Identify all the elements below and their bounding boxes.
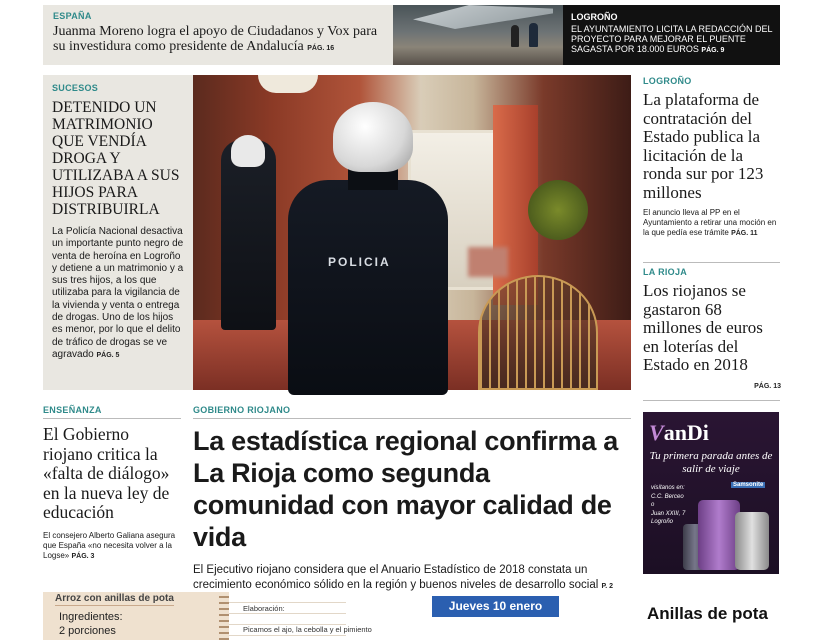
story-headline[interactable]: Los riojanos se gastaron 68 millones de euros en loterías del Estado en 2018 (643, 281, 763, 374)
vandi-logo: VanDi (649, 420, 709, 445)
top-right-teaser[interactable] (393, 5, 780, 65)
vest-text: POLICIA (328, 255, 391, 269)
page-ref: PÁG. 11 (731, 230, 758, 237)
page-ref: PÁG. 9 (701, 47, 725, 54)
section-label: ESPAÑA (53, 11, 92, 21)
logrono-story[interactable] (643, 76, 781, 239)
recipe-box[interactable] (43, 592, 372, 640)
ad-address: visítanos en: C.C. Berceo o Juan XXIII, 7 Logroño (651, 485, 686, 525)
ad-tagline: Tu primera parada antes de salir de viaje (649, 450, 773, 475)
section-label: GOBIERNO RIOJANO (193, 405, 291, 415)
ensenanza-story[interactable] (43, 405, 181, 562)
page-ref: PÁG. 3 (71, 552, 95, 560)
main-headline[interactable]: La estadística regional confirma a La Rioja como segunda comunidad con mayor calidad de vida (193, 426, 618, 552)
divider (193, 418, 631, 419)
section-label: LOGROÑO (571, 12, 618, 22)
story-summary: El anuncio lleva al PP en el Ayuntamiento a retirar una moción en la que pedía ese trámite PÁG. 11 (643, 208, 777, 237)
sucesos-story[interactable] (43, 75, 193, 390)
recipe-title: Arroz con anillas de pota (55, 593, 174, 604)
bridge-photo (393, 5, 563, 65)
page-ref: PÁG. 13 (754, 382, 781, 390)
page-ref: P. 2 (601, 582, 614, 590)
section-label: LOGROÑO (643, 76, 692, 86)
page-ref: PÁG. 5 (96, 351, 120, 359)
story-summary: El consejero Alberto Galiana asegura que España «no necesita volver a la Logse» PÁG. 3 (43, 530, 176, 560)
divider (643, 262, 780, 263)
section-label: SUCESOS (52, 83, 99, 93)
date-badge: Jueves 10 enero (432, 596, 559, 617)
section-label: ENSEÑANZA (43, 405, 102, 415)
anillas-title[interactable]: Anillas de pota (647, 604, 768, 623)
larioja-story[interactable] (643, 267, 781, 390)
vandi-advertisement[interactable] (643, 412, 779, 574)
elaboration-label: Elaboración: (243, 604, 285, 613)
teaser-headline[interactable]: EL AYUNTAMIENTO LICITA LA REDACCIÓN DEL PROYECTO PARA MEJORAR EL PUENTE SAGASTA POR 18.000 EUROS PÁG. 9 (571, 24, 773, 54)
recipe-notebook (229, 592, 372, 640)
ingredients: Ingredientes: 2 porciones (59, 611, 123, 637)
story-headline[interactable]: La plataforma de contratación del Estado publica la licitación de la ronda sur por 123 millones (643, 90, 764, 202)
main-deck: El Ejecutivo riojano considera que el Anuario Estadístico de 2018 constata un crecimiento económico sólido en la región y buenos niveles de desarrollo social P. 2 (193, 564, 614, 591)
suitcase-icon (735, 512, 769, 570)
story-headline[interactable]: DETENIDO UN MATRIMONIO QUE VENDÍA DROGA Y UTILIZABA A SUS HIJOS PARA DISTRIBUIRLA (52, 99, 180, 218)
page-ref: PÁG. 16 (307, 45, 335, 52)
samsonite-logo: Samsonite (733, 482, 764, 488)
main-story[interactable] (193, 405, 631, 594)
section-label: LA RIOJA (643, 267, 688, 277)
teaser-headline[interactable]: Juanma Moreno logra el apoyo de Ciudadanos y Vox para su investidura como presidente de Andalucía PÁG. 16 (53, 24, 378, 54)
story-headline[interactable]: El Gobierno riojano critica la «falta de diálogo» en la nueva ley de educación (43, 424, 170, 522)
story-body: La Policía Nacional desactiva un importante punto negro de venta de heroína en Logroño y detiene a un matrimonio y a sus tres hijos, a los que utilizaba para la vigilancia de la vivienda y venta o entrega de drogas. Uno de los hijos es menor, por lo que el delito de tráfico de drogas se ve agravado PÁG. 5 (52, 226, 184, 360)
elaboration-step: Picamos el ajo, la cebolla y el pimiento (243, 625, 372, 634)
divider (643, 400, 780, 401)
birdcage (478, 275, 598, 390)
divider (43, 418, 181, 419)
suitcase-icon (698, 500, 740, 570)
top-left-teaser[interactable] (43, 5, 393, 65)
police-raid-photo (193, 75, 631, 390)
